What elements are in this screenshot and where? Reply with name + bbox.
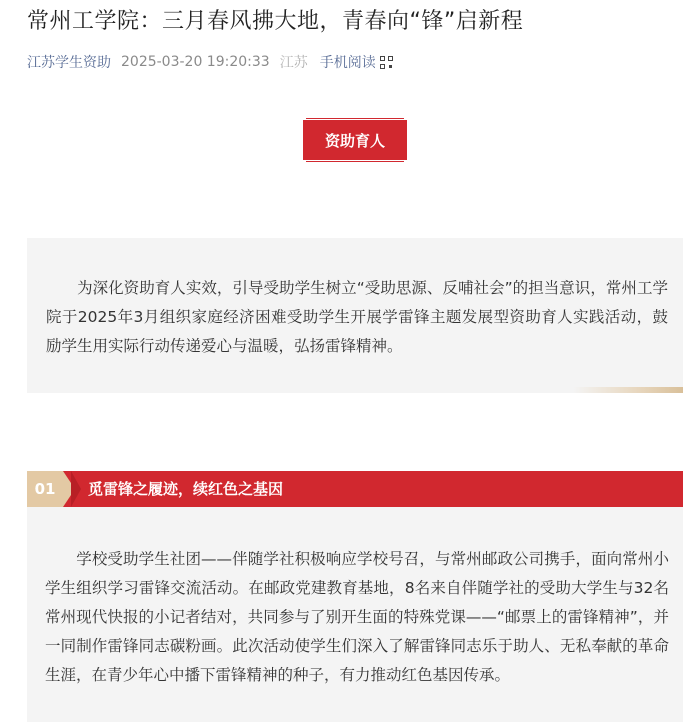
section-paragraph: 学校受助学生社团——伴随学社积极响应学校号召，与常州邮政公司携手，面向常州小学生组织学习雷锋交流活动。在邮政党建教育基地，8名来自伴随学社的受助大学生与32名常州现代快报的小记者结对，共同参与了别开生面的特殊党课——“邮票上的雷锋精神”，并一同制作雷锋同志碳粉画。此次活动使学生们深入了解雷锋同志乐于助人、无私奉献的革命生涯，在青少年心中播下雷锋精神的种子，有力推动红色基因传承。 (45, 550, 669, 684)
intro-corner-accent (573, 387, 683, 393)
section-body (27, 507, 683, 722)
mobile-read-link[interactable]: 手机阅读 (319, 55, 376, 71)
category-badge (303, 118, 407, 162)
badge-label: 资助育人 (303, 120, 407, 160)
intro-paragraph: 为深化资助育人实效，引导受助学生树立“受助思源、反哺社会”的担当意识，常州工学院于2025年3月组织家庭经济困难受助学生开展学雷锋主题发展型资助育人实践活动，鼓励学生用实际行动传递爱心与温暖，弘扬雷锋精神。 (46, 279, 668, 355)
source-link[interactable]: 江苏学生资助 (27, 55, 111, 71)
article-title: 常州工学院：三月春风拂大地，青春向“锋”启新程 (27, 9, 524, 34)
publish-time: 2025-03-20 19:20:33 (121, 54, 270, 70)
section-title: 觅雷锋之履迹，续红色之基因 (88, 480, 284, 498)
qr-code-icon[interactable] (380, 56, 393, 69)
section-number: 01 (27, 471, 63, 507)
section-header (27, 471, 683, 507)
badge-top-line (306, 118, 404, 119)
article-meta (27, 52, 393, 72)
intro-panel (27, 238, 683, 393)
badge-bottom-line (306, 161, 404, 162)
section-arrow-shadow (71, 471, 81, 507)
region-label: 江苏 (279, 55, 308, 71)
